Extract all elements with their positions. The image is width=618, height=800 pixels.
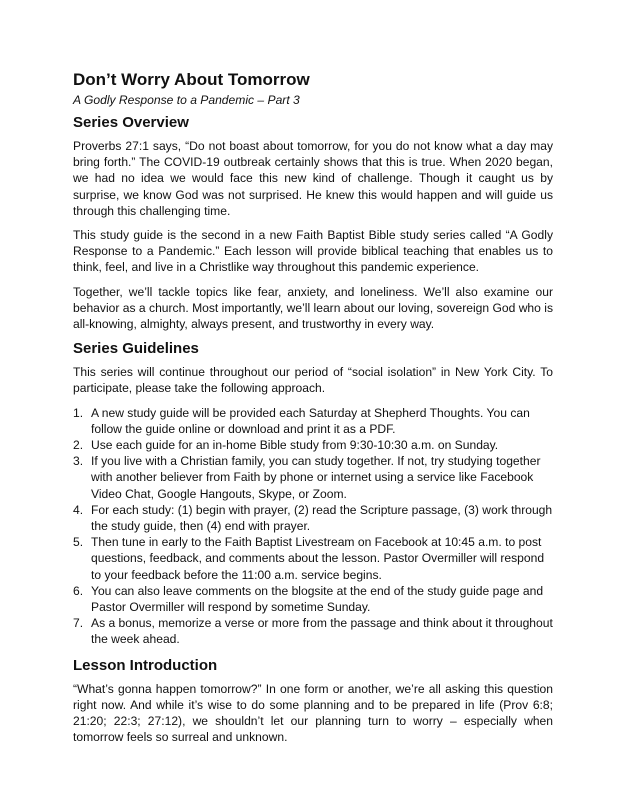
list-item [73, 583, 553, 615]
section-heading-introduction: Lesson Introduction [73, 656, 218, 674]
page-title: Don’t Worry About Tomorrow [73, 70, 310, 89]
overview-paragraph: Proverbs 27:1 says, “Do not boast about tomorrow, for you do not know what a day may bring forth.” The COVID-19 outbreak certainly shows that this is true. When 2020 began, we had no idea we would face this new kind of challenge. Though it caught us by surprise, we know God was not surprised. He knew this would happen and will guide us through this challenging time. [73, 139, 553, 218]
list-item [73, 405, 553, 437]
list-item-number: 7. [73, 616, 84, 631]
list-item [73, 502, 553, 534]
list-item-number: 1. [73, 405, 84, 420]
list-item-text: Use each guide for an in-home Bible study from 9:30-10:30 a.m. on Sunday. [91, 438, 499, 453]
list-item-number: 2. [73, 438, 84, 453]
list-item-number: 3. [73, 454, 84, 469]
section-heading-guidelines: Series Guidelines [73, 340, 199, 358]
list-item-text: A new study guide will be provided each Saturday at Shepherd Thoughts. You can follow the guide online or download and print it as a PDF. [91, 405, 530, 436]
list-item-number: 5. [73, 535, 84, 550]
list-item [73, 615, 553, 647]
overview-paragraph: Together, we’ll tackle topics like fear, anxiety, and loneliness. We’ll also examine our behavior as a church. Most importantly, we’ll learn about our loving, sovereign God who is all-knowing, almighty, always present, and trustworthy in every way. [73, 284, 553, 332]
guidelines-list [73, 405, 553, 648]
list-item [73, 534, 553, 583]
overview-paragraph: This study guide is the second in a new Faith Baptist Bible study series called “A Godly Response to a Pandemic.” Each lesson will provide biblical teaching that enables us to think, feel, and live in a Christlike way throughout this pandemic experience. [73, 228, 553, 275]
list-item-text: Then tune in early to the Faith Baptist Livestream on Facebook at 10:45 a.m. to post questions, feedback, and comments about the lesson. Pastor Overmiller will respond to your feedback before the 11:00 a.m. service begins. [91, 535, 545, 582]
list-item-text: For each study: (1) begin with prayer, (2) read the Scripture passage, (3) work through the study guide, then (4) end with prayer. [91, 502, 553, 534]
list-item-number: 6. [73, 583, 84, 598]
list-item-text: As a bonus, memorize a verse or more from the passage and think about it throughout the week ahead. [91, 616, 553, 647]
list-item-number: 4. [73, 502, 84, 517]
introduction-paragraph: “What’s gonna happen tomorrow?” In one form or another, we’re all asking this question right now. And while it’s wise to do some planning and to be prepared in life (Prov 6:8; 21:20; 22:3; 27:12), we shouldn’t let our planning turn to worry – especially when tomorrow feels so surreal and unknown. [73, 681, 553, 745]
list-item [73, 453, 553, 502]
guidelines-intro-paragraph: This series will continue throughout our period of “social isolation” in New York City. To participate, please take the following approach. [73, 365, 553, 396]
list-item-text: If you live with a Christian family, you can study together. If not, try studying together with another believer from Faith by phone or internet using a service like Facebook Video Chat, Google Hangouts, Skype, or Zoom. [91, 454, 541, 501]
list-item [73, 437, 553, 453]
page-subtitle: A Godly Response to a Pandemic – Part 3 [73, 93, 300, 107]
list-item-text: You can also leave comments on the blogsite at the end of the study guide page and Pastor Overmiller will respond by sometime Sunday. [91, 583, 544, 615]
document-page [73, 70, 553, 746]
section-heading-overview: Series Overview [73, 114, 189, 131]
